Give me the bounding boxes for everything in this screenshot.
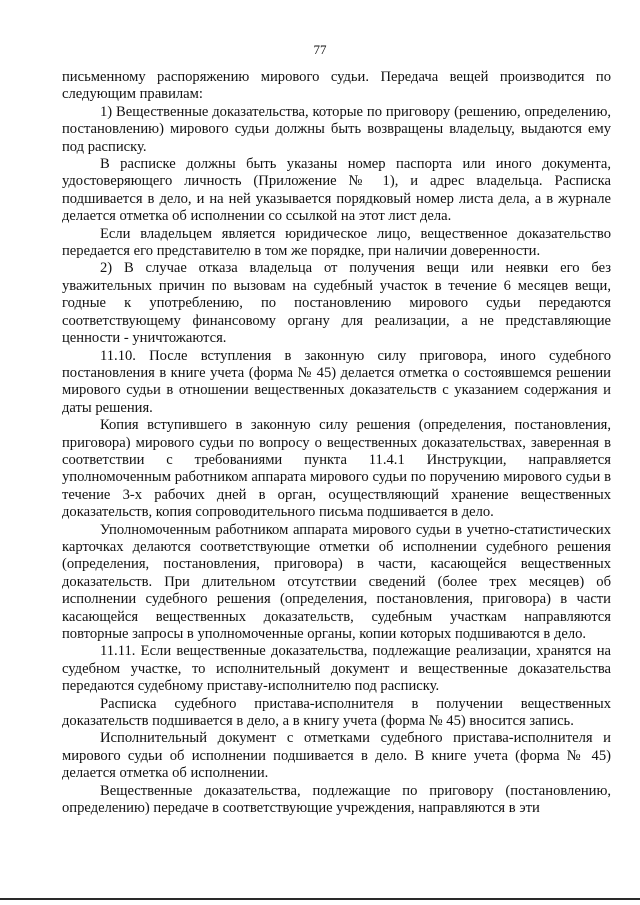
- paragraph: 2) В случае отказа владельца от получения вещи или неявки его без уважительных причин по вызовам на судебный участок в течение 6 месяцев вещи, годные к употреблению, по постановлению мирового судьи передаются соответствующему финансовому органу для реализации, а не представляющие ценности - уничтожаются.: [62, 260, 611, 347]
- paragraph: письменному распоряжению мирового судьи. Передача вещей производится по следующим правилам:: [62, 69, 611, 103]
- page-number: 77: [313, 42, 327, 57]
- paragraph: Расписка судебного пристава-исполнителя в получении вещественных доказательств подшивается в дело, а в книгу учета (форма № 45) вносится запись.: [62, 695, 611, 730]
- paragraph: 1) Вещественные доказательства, которые по приговору (решению, определению, постановлению) мирового судьи должны быть возвращены владельцу, выдаются ему под расписку.: [62, 103, 611, 155]
- paragraph: Копия вступившего в законную силу решения (определения, постановления, приговора) мирового судьи по вопросу о вещественных доказательствах, заверенная в соответствии с требованиями пункта 11.4.1 Инструкции, направляется уполномоченным работником аппарата мирового судьи по поручению мирового судьи в течение 3-х рабочих дней в орган, осуществляющий хранение вещественных доказательств, копия сопроводительного письма подшивается в дело.: [62, 417, 611, 521]
- paragraph: В расписке должны быть указаны номер паспорта или иного документа, удостоверяющего личность (Приложение № 1), и адрес владельца. Расписка подшивается в дело, и на ней указывается порядковый номер листа дела, а в журнале делается отметка об исполнении со ссылкой на этот лист дела.: [62, 156, 611, 225]
- paragraph: Исполнительный документ с отметками судебного пристава-исполнителя и мирового судьи об исполнении подшивается в дело. В книге учета (форма № 45) делается отметка об исполнении.: [62, 730, 611, 782]
- paragraph: Если владельцем является юридическое лицо, вещественное доказательство передается его представителю в том же порядке, при наличии доверенности.: [62, 225, 611, 260]
- paragraph: 11.10. После вступления в законную силу приговора, иного судебного постановления в книге учета (форма № 45) делается отметка о состоявшемся решении мирового судьи в отношении вещественных доказательств с указанием содержания и даты решения.: [62, 347, 611, 416]
- paragraph: Вещественные доказательства, подлежащие по приговору (постановлению, определению) передаче в соответствующие учреждения, направляются в эти: [62, 782, 611, 817]
- body-text: [62, 69, 611, 817]
- paragraph: 11.11. Если вещественные доказательства, подлежащие реализации, хранятся на судебном участке, то исполнительный документ и вещественные доказательства передаются судебному приставу-исполнителю под расписку.: [62, 643, 611, 695]
- scan-bottom-edge: [0, 898, 640, 900]
- paragraph: Уполномоченным работником аппарата мирового судьи в учетно-статистических карточках делаются соответствующие отметки об исполнении судебного решения (определения, постановления, приговора) в части, касающейся вещественных доказательств. При длительном отсутствии сведений (более трех месяцев) об исполнении судебного решения (определения, постановления, приговора) в части касающейся вещественных доказательств, судебным участкам направляются повторные запросы в уполномоченные органы, копии которых подшиваются в дело.: [62, 521, 611, 642]
